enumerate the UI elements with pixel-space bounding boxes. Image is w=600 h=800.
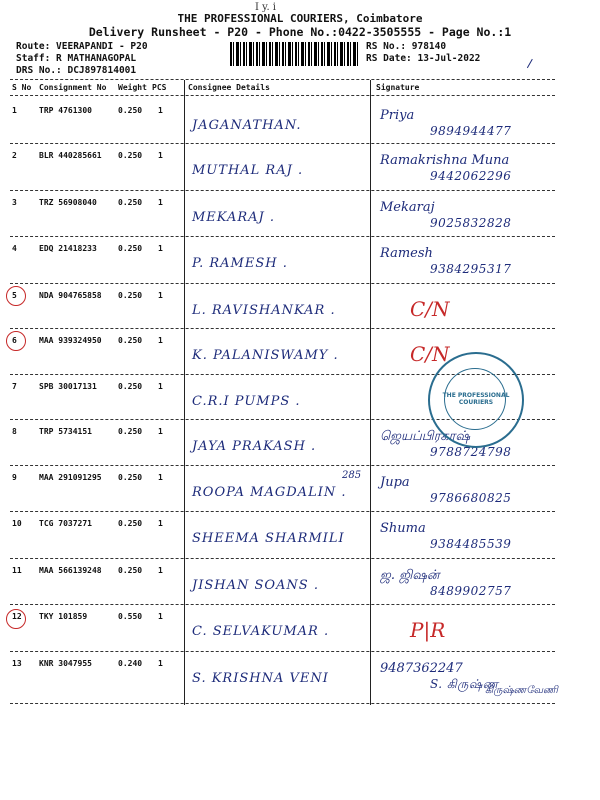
runsheet-title: Delivery Runsheet - P20 - Phone No.:0422-3505555 - Page No.:1 [88,25,512,39]
pcs-value: 1 [158,519,163,528]
tick-mark [518,54,533,68]
row-number: 9 [12,473,17,482]
row-9-annotation: 285 [342,470,362,481]
consignment-number: TRP 4761300 [39,106,92,115]
consignee-name: L. RAVISHANKAR . [192,303,336,318]
col-separator-consignee [184,80,185,705]
row-separator [10,283,555,284]
weight-value: 0.250 [118,473,143,482]
row-number: 1 [12,106,17,115]
weight-value: 0.250 [118,336,143,345]
row-number: 13 [12,659,22,668]
col-signature: Signature [376,83,420,92]
col-sno: S No [12,83,32,92]
col-separator-signature [370,80,371,705]
weight-value: 0.550 [118,612,143,621]
company-line: THE PROFESSIONAL COURIERS, Coimbatore [177,12,423,25]
consignee-name: C.R.I PUMPS . [192,394,301,409]
signature-primary: C/N [410,297,450,321]
row-number: 10 [12,519,22,528]
row-number: 7 [12,382,17,391]
consignee-name: ROOPA MAGDALIN . [192,485,347,500]
signature-phone: 9786680825 [430,491,512,505]
route-label: Route: VEERAPANDI - P20 [16,41,148,52]
weight-value: 0.240 [118,659,143,668]
header-rule-top [10,79,555,80]
pcs-value: 1 [158,106,163,115]
pcs-value: 1 [158,244,163,253]
company-seal [428,352,524,448]
row-separator [10,511,555,512]
consignment-number: TKY 101859 [39,612,88,621]
rs-number: RS No.: 978140 [366,41,447,52]
row-6-circle [6,331,26,351]
drs-label: DRS No.: DCJ897814001 [16,65,137,76]
consignment-number: TRZ 56908040 [39,198,97,207]
signature-phone: 9384485539 [430,537,512,551]
weight-value: 0.250 [118,291,143,300]
consignment-number: KNR 3047955 [39,659,92,668]
consignment-number: MAA 566139248 [39,566,102,575]
row-number: 4 [12,244,17,253]
seal-text: THE PROFESSIONAL COURIERS [442,392,510,406]
consignee-name: P. RAMESH . [192,256,288,271]
signature-phone: 9384295317 [430,262,512,276]
consignee-name: SHEEMA SHARMILI [192,531,345,546]
consignee-name: JAYA PRAKASH . [192,439,317,454]
consignee-name: JAGANATHAN. [192,118,302,133]
signature-primary: Ramakrishna Muna [380,153,510,168]
consignment-number: MAA 291091295 [39,473,102,482]
col-pcs: PCS [152,83,167,92]
row-number: 3 [12,198,17,207]
row-5-circle [6,286,26,306]
signature-primary: ஜ. ஜிஷன் [380,568,440,583]
row-separator [10,604,555,605]
consignment-number: MAA 939324950 [39,336,102,345]
signature-phone: 9894944477 [430,124,512,138]
pcs-value: 1 [158,566,163,575]
signature-primary: ஜெயப்பிரகாஷ் [380,429,471,444]
signature-phone: 9025832828 [430,216,512,230]
barcode [230,42,360,66]
rs-date: RS Date: 13-Jul-2022 [366,53,481,64]
row-number: 8 [12,427,17,436]
signature-primary: C/N [410,342,450,366]
consignment-number: EDQ 21418233 [39,244,97,253]
pcs-value: 1 [158,198,163,207]
consignee-name: MUTHAL RAJ . [192,163,304,178]
pcs-value: 1 [158,612,163,621]
row-separator [10,190,555,191]
row-13-annotation: கிருஷ்ணவேணி [485,685,558,696]
pcs-value: 1 [158,291,163,300]
weight-value: 0.250 [118,382,143,391]
row-separator [10,143,555,144]
row-12-circle [6,609,26,629]
weight-value: 0.250 [118,566,143,575]
pcs-value: 1 [158,427,163,436]
row-number: 12 [12,612,22,621]
weight-value: 0.250 [118,427,143,436]
consignment-number: BLR 440285661 [39,151,102,160]
signature-phone: 9788724798 [430,445,512,459]
pcs-value: 1 [158,473,163,482]
staff-label: Staff: R MATHANAGOPAL [16,53,137,64]
pcs-value: 1 [158,659,163,668]
consignment-number: TRP 5734151 [39,427,92,436]
top-scribble: I y. i [255,2,277,13]
signature-primary: Ramesh [380,246,433,261]
row-number: 11 [12,566,22,575]
consignee-name: K. PALANISWAMY . [192,348,339,363]
signature-phone: 8489902757 [430,584,512,598]
col-weight: Weight [118,83,147,92]
signature-primary: Shuma [380,521,426,536]
signature-primary: Mekaraj [380,200,435,215]
weight-value: 0.250 [118,198,143,207]
weight-value: 0.250 [118,106,143,115]
consignee-name: JISHAN SOANS . [192,578,319,593]
consignment-number: SPB 30017131 [39,382,97,391]
row-separator [10,465,555,466]
signature-phone: 9442062296 [430,169,512,183]
row-separator [10,651,555,652]
col-consignment: Consignment No [39,83,107,92]
signature-primary: Priya [380,108,415,123]
signature-primary: 9487362247 [380,661,463,676]
signature-primary: Jupa [380,475,410,490]
weight-value: 0.250 [118,519,143,528]
row-number: 6 [12,336,17,345]
consignee-name: C. SELVAKUMAR . [192,624,330,639]
row-number: 5 [12,291,17,300]
signature-phone: S. கிருஷ்ண [430,677,499,691]
row-separator [10,558,555,559]
consignee-name: S. KRISHNA VENI [192,671,329,686]
col-consignee: Consignee Details [188,83,270,92]
header-rule-bottom [10,95,555,96]
consignee-name: MEKARAJ . [192,210,276,225]
pcs-value: 1 [158,336,163,345]
pcs-value: 1 [158,382,163,391]
row-separator [10,703,555,704]
consignment-number: NDA 904765858 [39,291,102,300]
weight-value: 0.250 [118,244,143,253]
signature-primary: P|R [410,618,446,642]
row-separator [10,328,555,329]
weight-value: 0.250 [118,151,143,160]
row-number: 2 [12,151,17,160]
pcs-value: 1 [158,151,163,160]
row-separator [10,236,555,237]
consignment-number: TCG 7037271 [39,519,92,528]
